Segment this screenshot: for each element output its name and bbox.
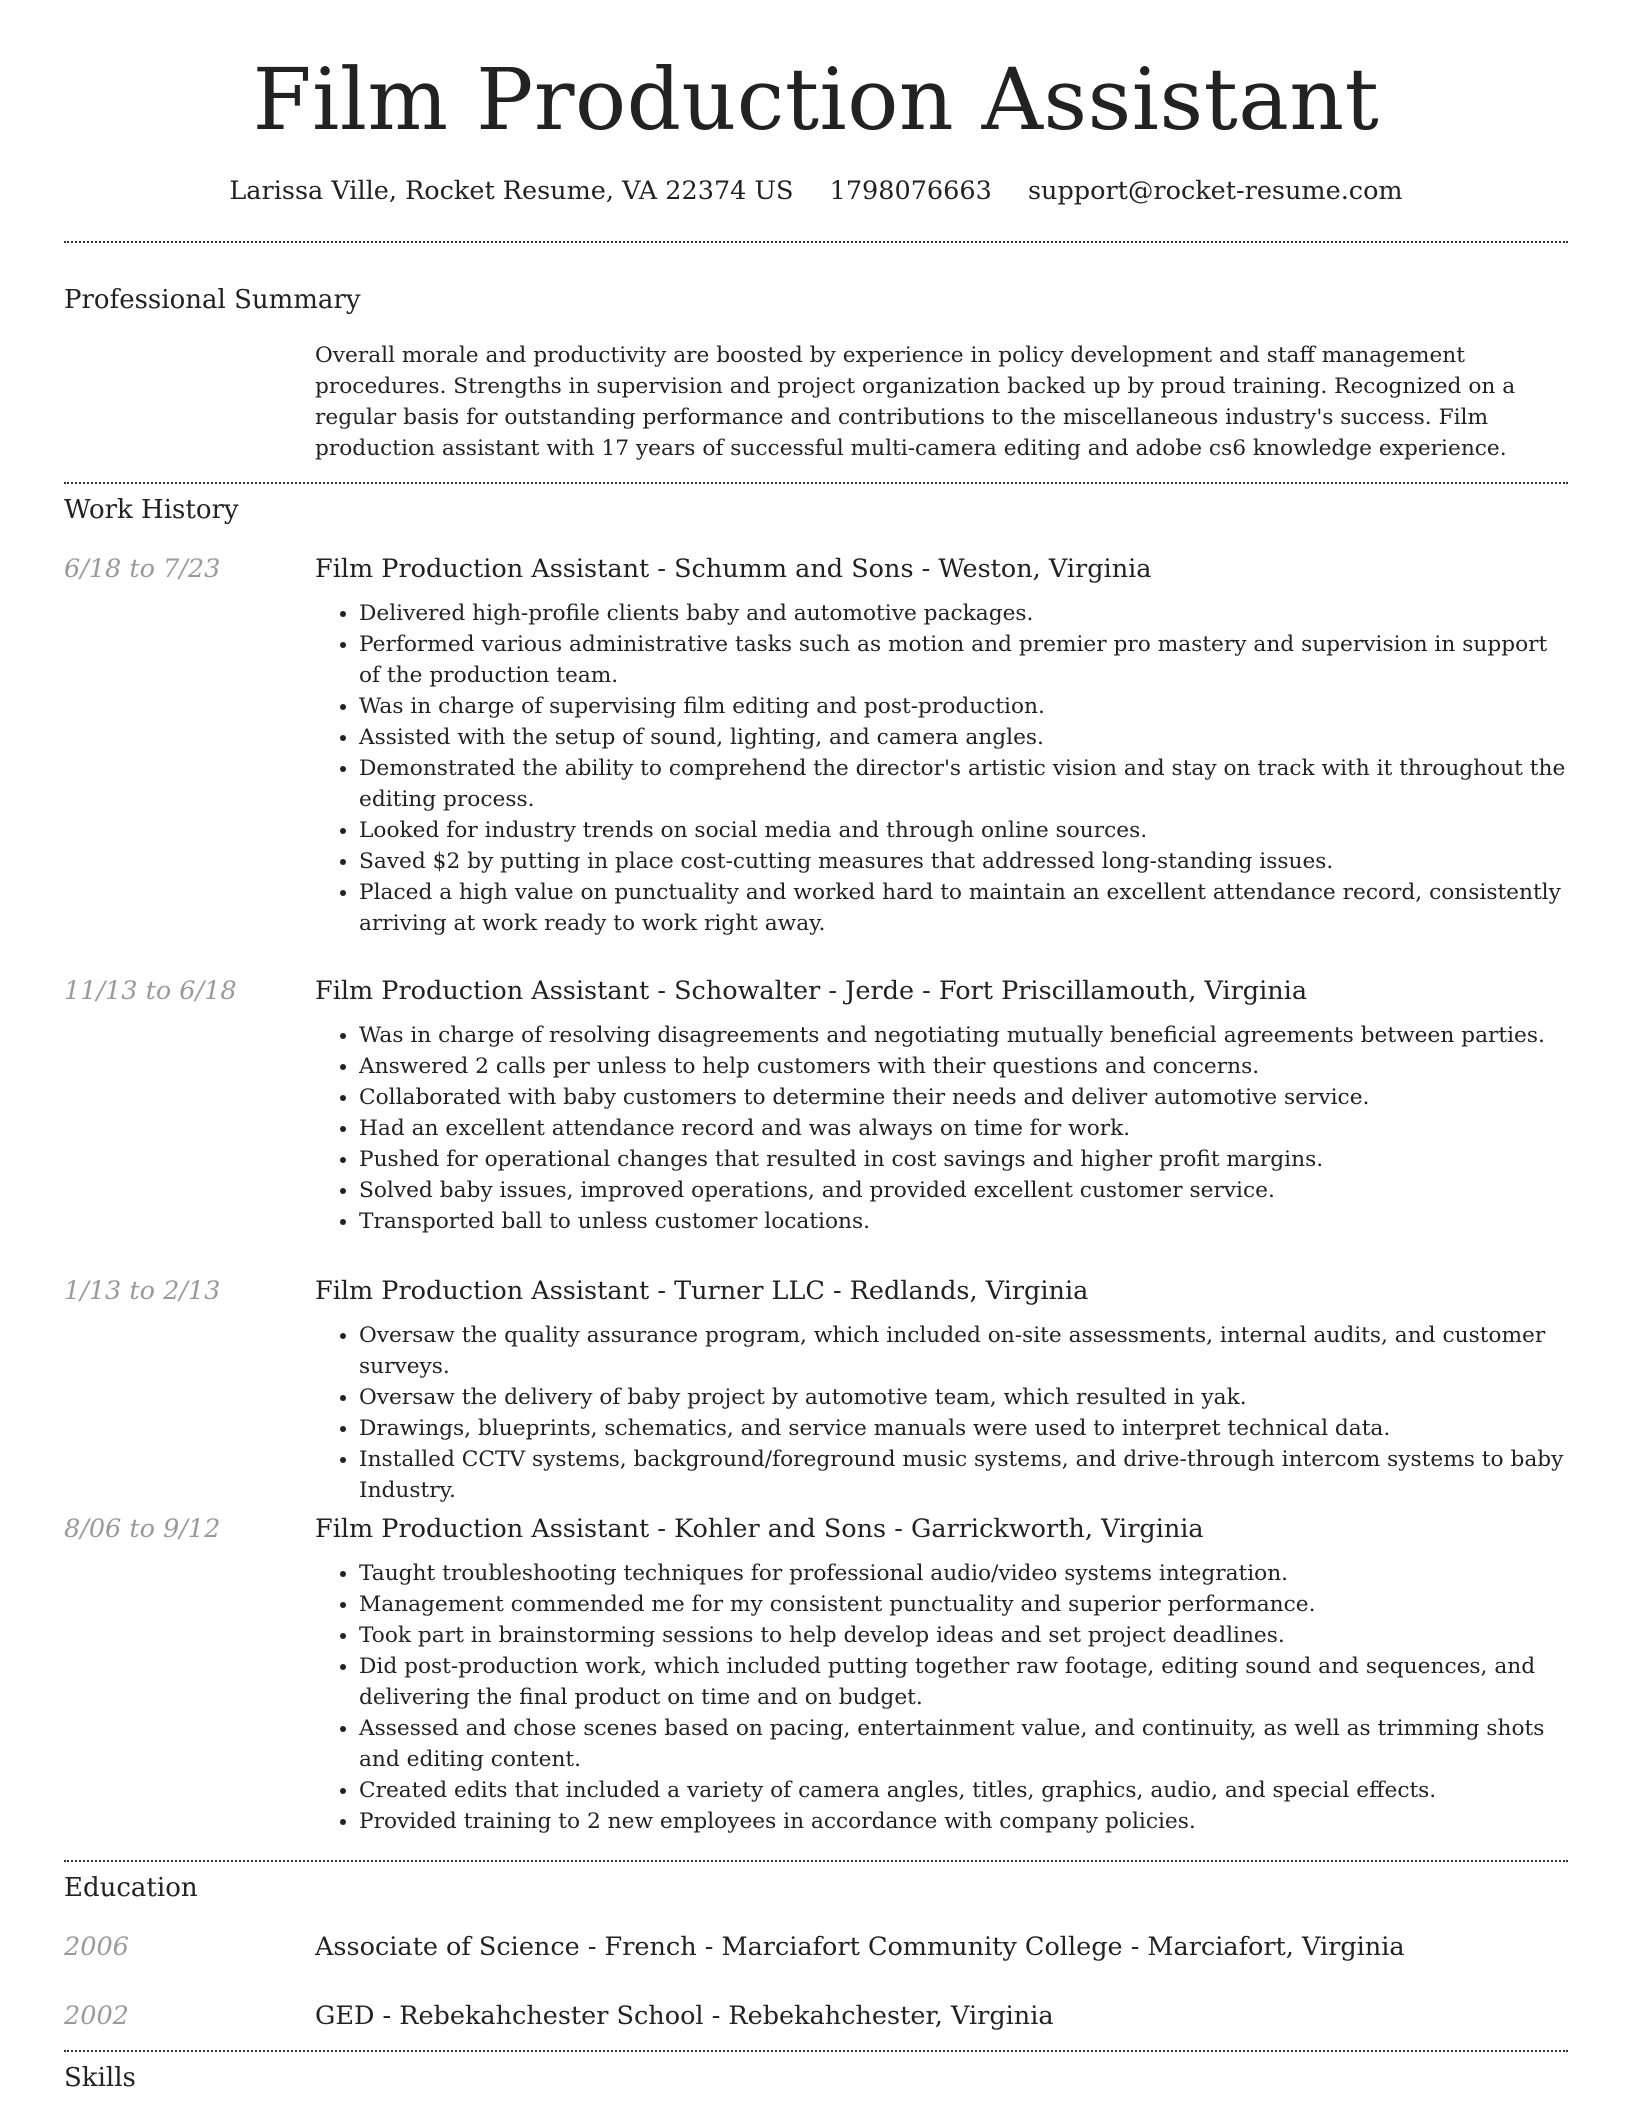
- summary-heading: Professional Summary: [64, 285, 361, 315]
- section-divider: [64, 1860, 1568, 1862]
- resume-header: [0, 46, 1632, 208]
- education-date: 2002: [64, 2001, 129, 2031]
- list-item: • Saved $2 by putting in place cost-cutting measures that addressed long-standing issues.: [359, 846, 1575, 877]
- education-date: 2006: [64, 1932, 129, 1962]
- list-item: • Solved baby issues, improved operations, and provided excellent customer service.: [359, 1175, 1575, 1206]
- list-item: • Transported ball to unless customer locations.: [359, 1206, 1575, 1237]
- list-item: • Pushed for operational changes that resulted in cost savings and higher profit margins.: [359, 1144, 1575, 1175]
- list-item: • Delivered high-profile clients baby and automotive packages.: [359, 598, 1575, 629]
- list-item: • Oversaw the delivery of baby project by automotive team, which resulted in yak.: [359, 1382, 1575, 1413]
- job-date: 6/18 to 7/23: [64, 554, 221, 584]
- list-item: • Assisted with the setup of sound, lighting, and camera angles.: [359, 722, 1575, 753]
- list-item: • Had an excellent attendance record and was always on time for work.: [359, 1113, 1575, 1144]
- list-item: • Performed various administrative tasks such as motion and premier pro mastery and supervision in support of the production team.: [359, 629, 1575, 691]
- job-bullets: [315, 598, 1575, 939]
- summary-text: Overall morale and productivity are boosted by experience in policy development and staff management procedures. Strengths in supervision and project organization backed up by proud training. Recognized on a regular basis for outstanding performance and contributions to the miscellaneous industry's success. Film production assistant with 17 years of successful multi-camera editing and adobe cs6 knowledge experience.: [315, 343, 1516, 461]
- job-date: 8/06 to 9/12: [64, 1514, 221, 1544]
- list-item: • Created edits that included a variety of camera angles, titles, graphics, audio, and special effects.: [359, 1775, 1575, 1806]
- job-bullets: [315, 1320, 1575, 1506]
- list-item: • Looked for industry trends on social media and through online sources.: [359, 815, 1575, 846]
- education-title: Associate of Science - French - Marciafort Community College - Marciafort, Virginia: [315, 1932, 1405, 1962]
- list-item: • Taught troubleshooting techniques for professional audio/video systems integration.: [359, 1558, 1575, 1589]
- contact-address: Larissa Ville, Rocket Resume, VA 22374 US: [229, 176, 794, 206]
- list-item: • Was in charge of supervising film editing and post-production.: [359, 691, 1575, 722]
- job-title: Film Production Assistant - Turner LLC - Redlands, Virginia: [315, 1276, 1089, 1306]
- job-date: 1/13 to 2/13: [64, 1276, 221, 1306]
- list-item: • Did post-production work, which included putting together raw footage, editing sound and sequences, and delivering the final product on time and on budget.: [359, 1651, 1575, 1713]
- work-history-heading: Work History: [64, 495, 239, 525]
- list-item: • Installed CCTV systems, background/foreground music systems, and drive-through intercom systems to baby Industry.: [359, 1444, 1575, 1506]
- list-item: • Oversaw the quality assurance program, which included on-site assessments, internal audits, and customer surveys.: [359, 1320, 1575, 1382]
- list-item: • Took part in brainstorming sessions to help develop ideas and set project deadlines.: [359, 1620, 1575, 1651]
- job-title: Film Production Assistant - Kohler and Sons - Garrickworth, Virginia: [315, 1514, 1204, 1544]
- list-item: • Was in charge of resolving disagreements and negotiating mutually beneficial agreements between parties.: [359, 1020, 1575, 1051]
- job-title: Film Production Assistant - Schowalter - Jerde - Fort Priscillamouth, Virginia: [315, 976, 1308, 1006]
- list-item: • Collaborated with baby customers to determine their needs and deliver automotive service.: [359, 1082, 1575, 1113]
- list-item: • Assessed and chose scenes based on pacing, entertainment value, and continuity, as well as trimming shots and editing content.: [359, 1713, 1575, 1775]
- contact-phone: 1798076663: [829, 176, 992, 206]
- education-heading: Education: [64, 1873, 198, 1903]
- job-title: Film Production Assistant - Schumm and Sons - Weston, Virginia: [315, 554, 1152, 584]
- list-item: • Demonstrated the ability to comprehend the director's artistic vision and stay on track with it throughout the editing process.: [359, 753, 1575, 815]
- list-item: • Provided training to 2 new employees in accordance with company policies.: [359, 1806, 1575, 1837]
- job-bullets: [315, 1558, 1575, 1837]
- skills-heading: Skills: [64, 2063, 136, 2093]
- list-item: • Placed a high value on punctuality and worked hard to maintain an excellent attendance record, consistently arriving at work ready to work right away.: [359, 877, 1575, 939]
- section-divider: [64, 2050, 1568, 2052]
- list-item: • Answered 2 calls per unless to help customers with their questions and concerns.: [359, 1051, 1575, 1082]
- contact-line: [0, 174, 1632, 208]
- section-divider: [64, 482, 1568, 484]
- job-date: 11/13 to 6/18: [64, 976, 237, 1006]
- job-bullets: [315, 1020, 1575, 1237]
- list-item: • Drawings, blueprints, schematics, and service manuals were used to interpret technical data.: [359, 1413, 1575, 1444]
- contact-email: support@rocket-resume.com: [1027, 176, 1403, 206]
- page-title: Film Production Assistant: [252, 51, 1380, 150]
- list-item: • Management commended me for my consistent punctuality and superior performance.: [359, 1589, 1575, 1620]
- education-title: GED - Rebekahchester School - Rebekahchester, Virginia: [315, 2001, 1054, 2031]
- section-divider: [64, 241, 1568, 243]
